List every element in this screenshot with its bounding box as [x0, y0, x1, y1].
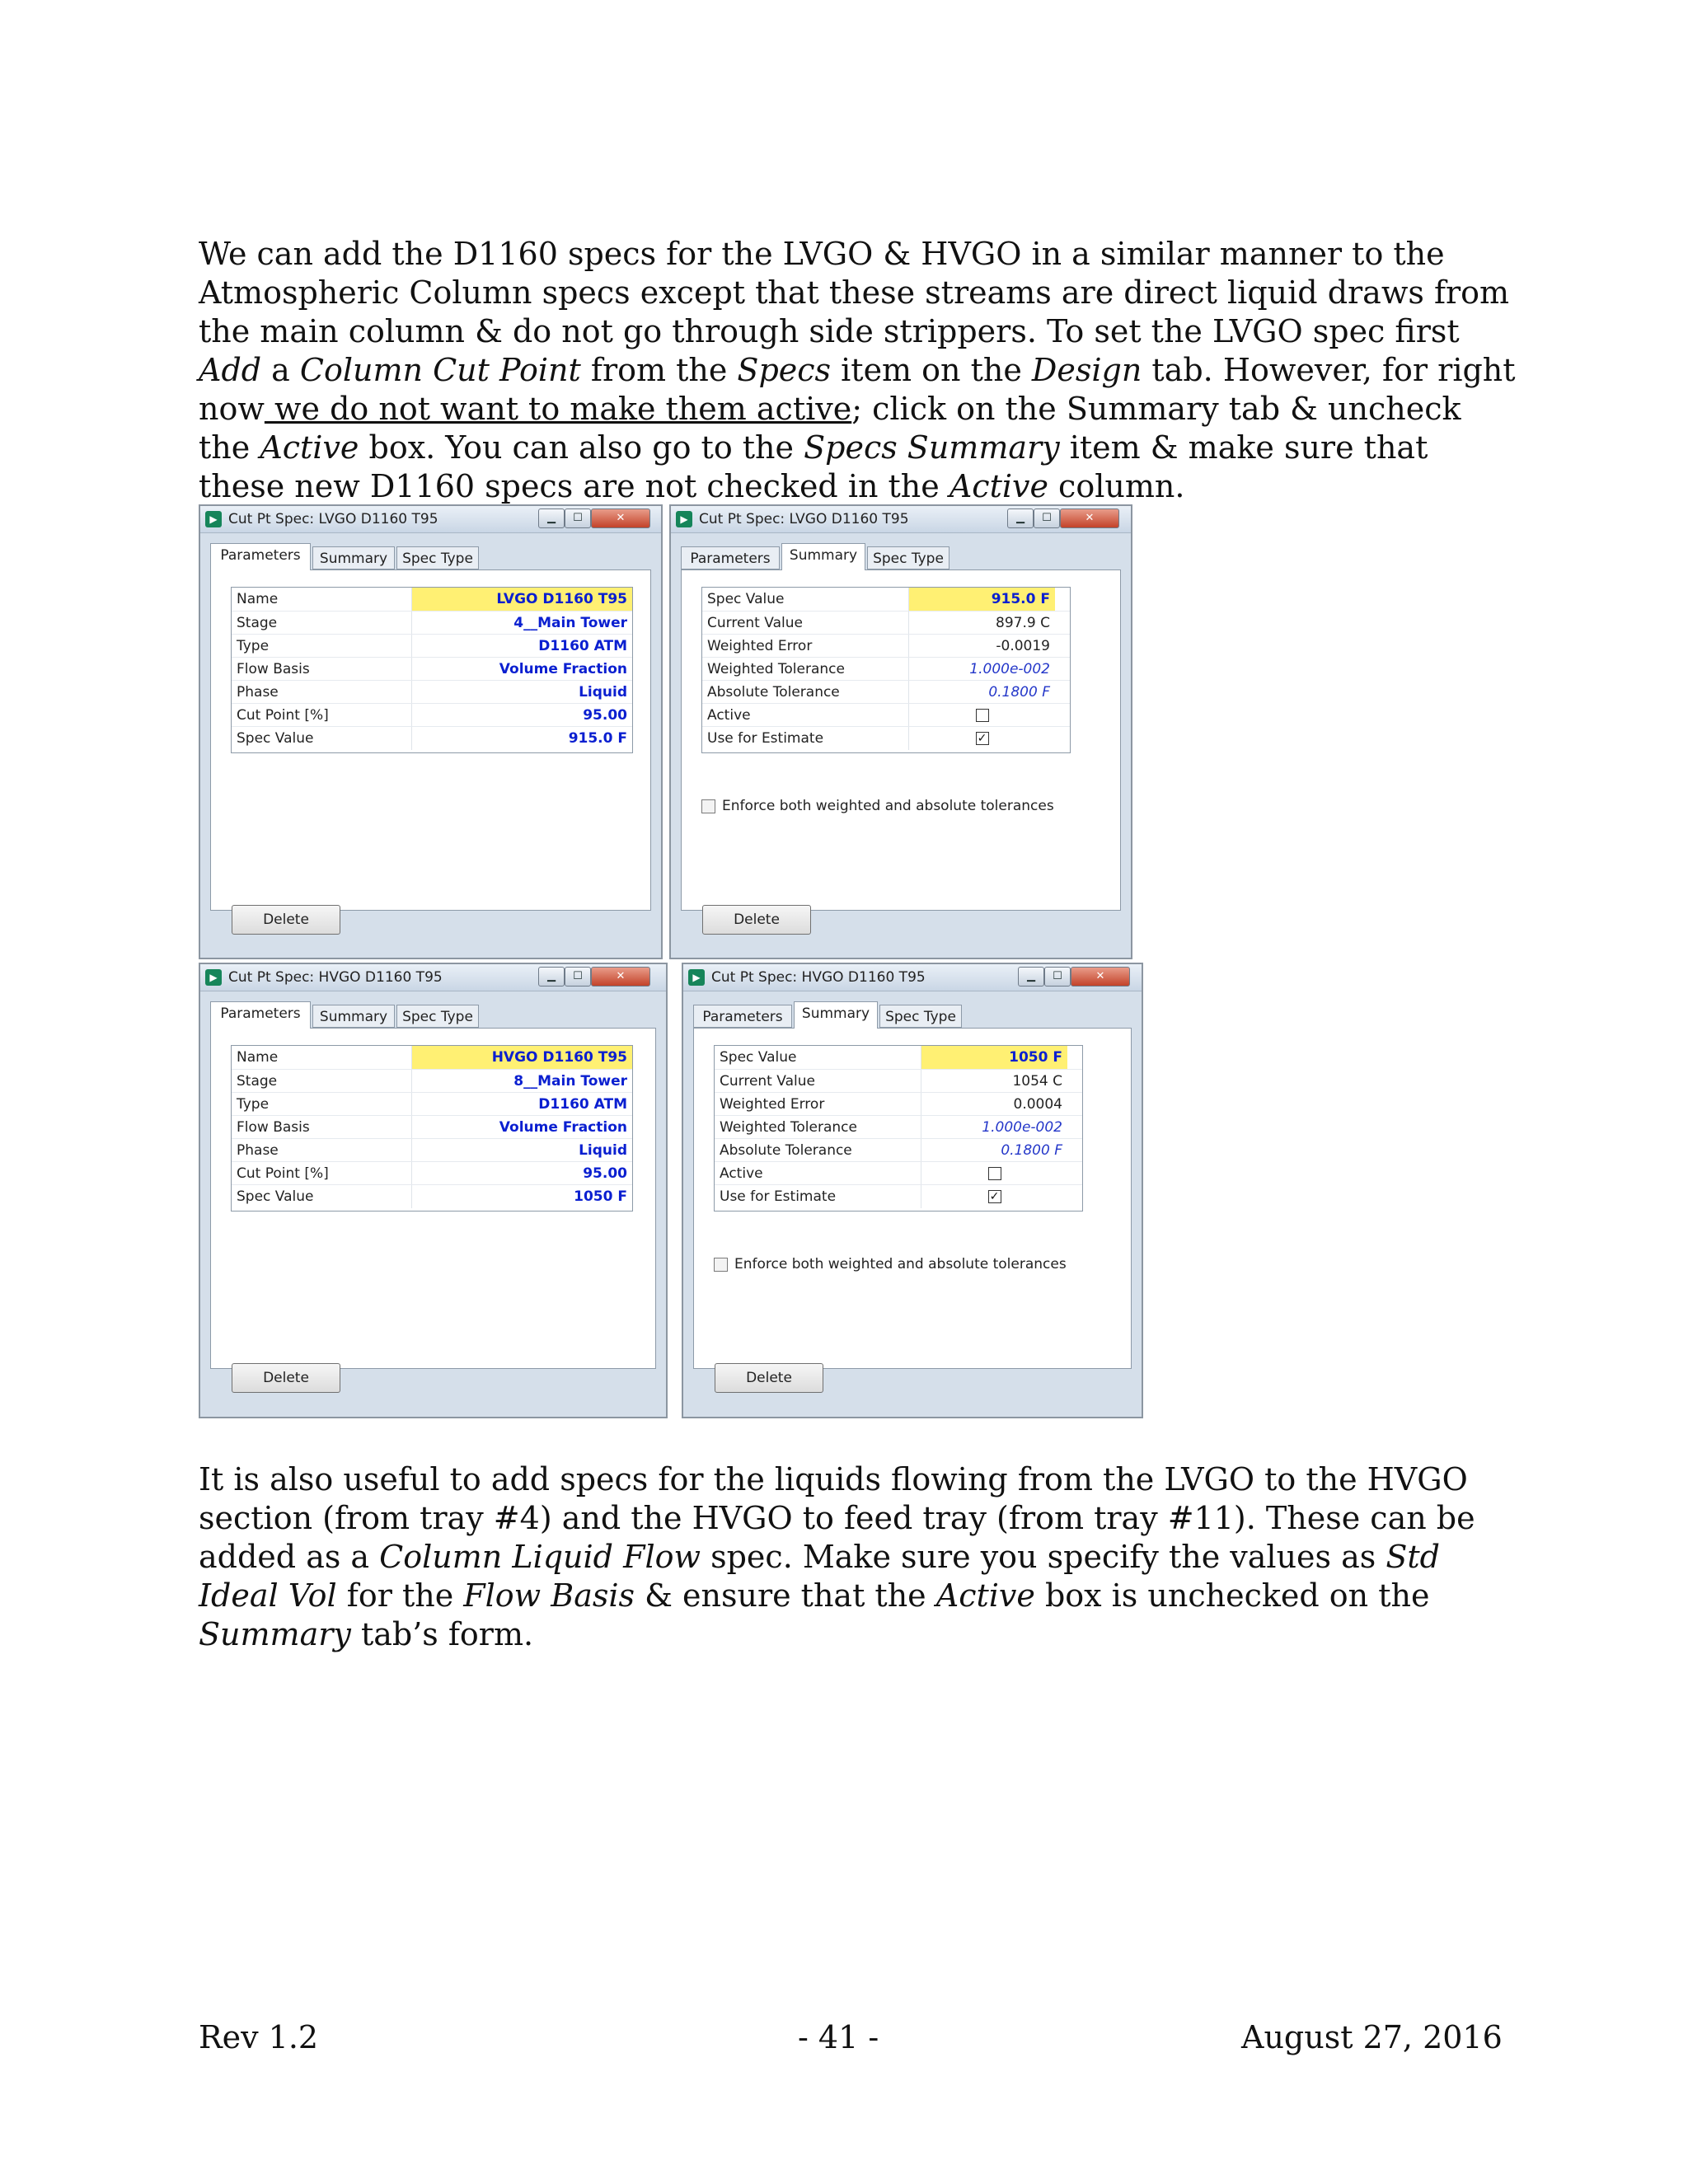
grid-row: [715, 1138, 1082, 1162]
minimize-icon[interactable]: ▁: [538, 509, 565, 528]
name-field[interactable]: LVGO D1160 T95: [411, 588, 632, 611]
tab-summary[interactable]: Summary: [781, 543, 865, 570]
footer-revision: Rev 1.2: [199, 2019, 319, 2055]
grid-row: [232, 611, 632, 635]
row-label: Current Value: [707, 615, 803, 631]
play-icon: ▶: [676, 511, 692, 527]
spec-value-field[interactable]: 1050 F: [411, 1185, 632, 1208]
close-icon[interactable]: ✕: [1060, 509, 1119, 528]
row-label: Name: [237, 1049, 279, 1066]
row-label: Stage: [237, 1073, 278, 1090]
title-bar[interactable]: [683, 964, 1142, 991]
stage-field[interactable]: 4__Main Tower: [411, 612, 632, 635]
cut-point-field[interactable]: 95.00: [411, 704, 632, 727]
enforce-checkbox[interactable]: [701, 799, 715, 813]
row-label: Type: [237, 638, 270, 654]
row-label: Type: [237, 1096, 270, 1113]
row-label: Active: [720, 1165, 763, 1182]
text-design: Design: [1031, 352, 1142, 388]
summary-grid: [701, 587, 1071, 753]
text-run: It is also useful to add specs for the liquids flowing from the LVGO to the HVGO section (from tray #4) and the HVGO to feed tray (from tray #11). These can be added as a: [199, 1461, 1475, 1575]
text-active: Active: [935, 1577, 1035, 1614]
active-cell: [908, 704, 1055, 727]
grid-row: [232, 703, 632, 727]
window-lvgo-parameters: [199, 504, 663, 959]
weighted-tolerance-field[interactable]: 1.000e-002: [921, 1116, 1067, 1139]
play-icon: ▶: [205, 969, 222, 986]
current-value: 1054 C: [921, 1070, 1067, 1093]
text-run: item & make sure that these new D1160 specs are not checked in the: [199, 429, 1428, 504]
grid-row: [232, 1161, 632, 1185]
window-title: Cut Pt Spec: HVGO D1160 T95: [711, 969, 926, 986]
row-label: Weighted Error: [720, 1096, 825, 1113]
grid-row: [715, 1069, 1082, 1093]
current-value: 897.9 C: [908, 612, 1055, 635]
spec-value-field[interactable]: 915.0 F: [908, 588, 1055, 611]
window-title: Cut Pt Spec: LVGO D1160 T95: [228, 511, 438, 527]
flow-basis-field[interactable]: Volume Fraction: [411, 1116, 632, 1139]
tab-summary[interactable]: Summary: [312, 546, 395, 569]
use-for-estimate-checkbox[interactable]: ✓: [988, 1190, 1001, 1203]
delete-button[interactable]: Delete: [232, 1363, 340, 1393]
absolute-tolerance-field[interactable]: 0.1800 F: [921, 1139, 1067, 1162]
grid-row: [702, 588, 1070, 611]
grid-row: [232, 1092, 632, 1116]
text-run: tab. However, for right now: [199, 352, 1516, 427]
grid-row: [232, 1115, 632, 1139]
window-title: Cut Pt Spec: HVGO D1160 T95: [228, 969, 443, 986]
enforce-label: Enforce both weighted and absolute tolerances: [722, 798, 1054, 814]
maximize-icon[interactable]: ☐: [1044, 967, 1071, 987]
maximize-icon[interactable]: ☐: [565, 967, 591, 987]
enforce-label: Enforce both weighted and absolute tolerances: [734, 1256, 1067, 1272]
row-label: Cut Point [%]: [237, 707, 329, 724]
close-icon[interactable]: ✕: [591, 967, 650, 987]
minimize-icon[interactable]: ▁: [538, 967, 565, 987]
active-checkbox[interactable]: [976, 709, 989, 722]
grid-row: [702, 611, 1070, 635]
use-for-estimate-checkbox[interactable]: ✓: [976, 732, 989, 745]
row-label: Phase: [237, 684, 279, 701]
grid-row: [232, 680, 632, 704]
type-field[interactable]: D1160 ATM: [411, 635, 632, 658]
tab-panel: [693, 1028, 1132, 1369]
text-run: item on the: [831, 352, 1032, 388]
active-checkbox[interactable]: [988, 1167, 1001, 1180]
minimize-icon[interactable]: ▁: [1007, 509, 1034, 528]
text-active: Active: [260, 429, 359, 466]
tab-summary[interactable]: Summary: [312, 1005, 395, 1028]
close-icon[interactable]: ✕: [1071, 967, 1130, 987]
text-run: & ensure that the: [635, 1577, 936, 1614]
tab-parameters[interactable]: Parameters: [210, 543, 311, 570]
grid-row: [702, 703, 1070, 727]
row-label: Cut Point [%]: [237, 1165, 329, 1182]
text-column-liquid-flow: Column Liquid Flow: [379, 1539, 701, 1575]
grid-row: [715, 1161, 1082, 1185]
row-label: Spec Value: [237, 1188, 314, 1205]
name-field[interactable]: HVGO D1160 T95: [411, 1046, 632, 1069]
text-run: ; click on the Summary tab & uncheck the: [199, 391, 1461, 466]
summary-grid: [714, 1045, 1083, 1212]
row-label: Flow Basis: [237, 1119, 310, 1136]
text-std-ideal-vol: Std Ideal Vol: [199, 1539, 1440, 1614]
window-hvgo-summary: [682, 963, 1143, 1418]
row-label: Spec Value: [707, 591, 785, 607]
footer-date: August 27, 2016: [1241, 2019, 1503, 2055]
maximize-icon[interactable]: ☐: [565, 509, 591, 528]
text-run: box. You can also go to the: [359, 429, 804, 466]
grid-row: [702, 657, 1070, 681]
grid-row: [702, 680, 1070, 704]
play-icon: ▶: [205, 511, 222, 527]
tab-spec-type[interactable]: Spec Type: [396, 546, 479, 569]
intro-paragraph: [199, 235, 1517, 506]
grid-row: [232, 726, 632, 750]
text-run: a: [261, 352, 300, 388]
maximize-icon[interactable]: ☐: [1034, 509, 1060, 528]
cut-point-field[interactable]: 95.00: [411, 1162, 632, 1185]
tab-panel: [681, 569, 1121, 911]
grid-row: [232, 1046, 632, 1069]
use-for-estimate-cell: [921, 1185, 1067, 1208]
grid-row: [715, 1184, 1082, 1208]
absolute-tolerance-field[interactable]: 0.1800 F: [908, 681, 1055, 704]
title-bar[interactable]: [671, 506, 1131, 533]
text-run: from the: [580, 352, 738, 388]
minimize-icon[interactable]: ▁: [1018, 967, 1044, 987]
enforce-tolerances-option[interactable]: [701, 798, 1054, 814]
text-specs-summary: Specs Summary: [804, 429, 1060, 466]
row-label: Weighted Error: [707, 638, 813, 654]
delete-button[interactable]: Delete: [702, 905, 811, 935]
row-label: Spec Value: [720, 1049, 797, 1066]
row-label: Weighted Tolerance: [720, 1119, 857, 1136]
row-label: Absolute Tolerance: [720, 1142, 852, 1159]
grid-row: [232, 1138, 632, 1162]
row-label: Spec Value: [237, 730, 314, 747]
tab-panel: [210, 569, 651, 911]
text-add: Add: [199, 352, 262, 388]
phase-field[interactable]: Liquid: [411, 1139, 632, 1162]
tab-spec-type[interactable]: Spec Type: [867, 546, 950, 569]
row-label: Weighted Tolerance: [707, 661, 845, 677]
row-label: Flow Basis: [237, 661, 310, 677]
grid-row: [715, 1046, 1082, 1069]
use-for-estimate-cell: [908, 727, 1055, 750]
grid-row: [232, 1069, 632, 1093]
enforce-tolerances-option[interactable]: [714, 1256, 1067, 1272]
window-lvgo-summary: [669, 504, 1132, 959]
delete-button[interactable]: Delete: [715, 1363, 823, 1393]
grid-row: [702, 726, 1070, 750]
weighted-tolerance-field[interactable]: 1.000e-002: [908, 658, 1055, 681]
property-grid: [231, 587, 633, 753]
weighted-error: 0.0004: [921, 1093, 1067, 1116]
text-specs: Specs: [737, 352, 832, 388]
tab-panel: [210, 1028, 656, 1369]
weighted-error: -0.0019: [908, 635, 1055, 658]
row-label: Use for Estimate: [707, 730, 824, 747]
flow-basis-field[interactable]: Volume Fraction: [411, 658, 632, 681]
spec-value-field[interactable]: 915.0 F: [411, 727, 632, 750]
text-run: column.: [1048, 468, 1185, 504]
grid-row: [232, 588, 632, 611]
grid-row: [232, 1184, 632, 1208]
text-underlined: we do not want to make them active: [264, 391, 852, 427]
grid-row: [232, 634, 632, 658]
title-bar[interactable]: [200, 964, 666, 991]
text-run: We can add the D1160 specs for the LVGO & HVGO in a similar manner to the Atmospheric Column specs except that these streams are direct liquid draws from the main column & do not go through side strippers. To set the LVGO spec first: [199, 236, 1510, 349]
row-label: Phase: [237, 1142, 279, 1159]
text-run: for the: [336, 1577, 464, 1614]
row-label: Current Value: [720, 1073, 815, 1090]
text-flow-basis: Flow Basis: [463, 1577, 635, 1614]
property-grid: [231, 1045, 633, 1212]
row-label: Stage: [237, 615, 278, 631]
grid-row: [715, 1092, 1082, 1116]
active-cell: [921, 1162, 1067, 1185]
window-hvgo-parameters: [199, 963, 668, 1418]
text-run: tab’s form.: [350, 1616, 534, 1652]
stage-field[interactable]: 8__Main Tower: [411, 1070, 632, 1093]
tab-spec-type[interactable]: Spec Type: [879, 1005, 962, 1028]
row-label: Active: [707, 707, 751, 724]
grid-row: [232, 657, 632, 681]
row-label: Name: [237, 591, 279, 607]
play-icon: ▶: [688, 969, 705, 986]
text-run: box is unchecked on the: [1034, 1577, 1430, 1614]
row-label: Absolute Tolerance: [707, 684, 840, 701]
footer-page-number: - 41 -: [798, 2019, 879, 2055]
text-run: spec. Make sure you specify the values as: [701, 1539, 1386, 1575]
liquid-flow-paragraph: [199, 1460, 1517, 1654]
tab-parameters[interactable]: Parameters: [681, 546, 780, 569]
row-label: Use for Estimate: [720, 1188, 837, 1205]
title-bar[interactable]: [200, 506, 661, 533]
delete-button[interactable]: Delete: [232, 905, 340, 935]
close-icon[interactable]: ✕: [591, 509, 650, 528]
grid-row: [715, 1115, 1082, 1139]
grid-row: [702, 634, 1070, 658]
type-field[interactable]: D1160 ATM: [411, 1093, 632, 1116]
tab-parameters[interactable]: Parameters: [693, 1005, 792, 1028]
phase-field[interactable]: Liquid: [411, 681, 632, 704]
window-title: Cut Pt Spec: LVGO D1160 T95: [699, 511, 909, 527]
text-summary: Summary: [199, 1616, 351, 1652]
spec-value-field[interactable]: 1050 F: [921, 1046, 1067, 1069]
tab-parameters[interactable]: Parameters: [210, 1001, 311, 1029]
tab-summary[interactable]: Summary: [794, 1001, 878, 1029]
text-active: Active: [949, 468, 1048, 504]
text-column-cut-point: Column Cut Point: [299, 352, 581, 388]
enforce-checkbox[interactable]: [714, 1258, 728, 1272]
tab-spec-type[interactable]: Spec Type: [396, 1005, 479, 1028]
